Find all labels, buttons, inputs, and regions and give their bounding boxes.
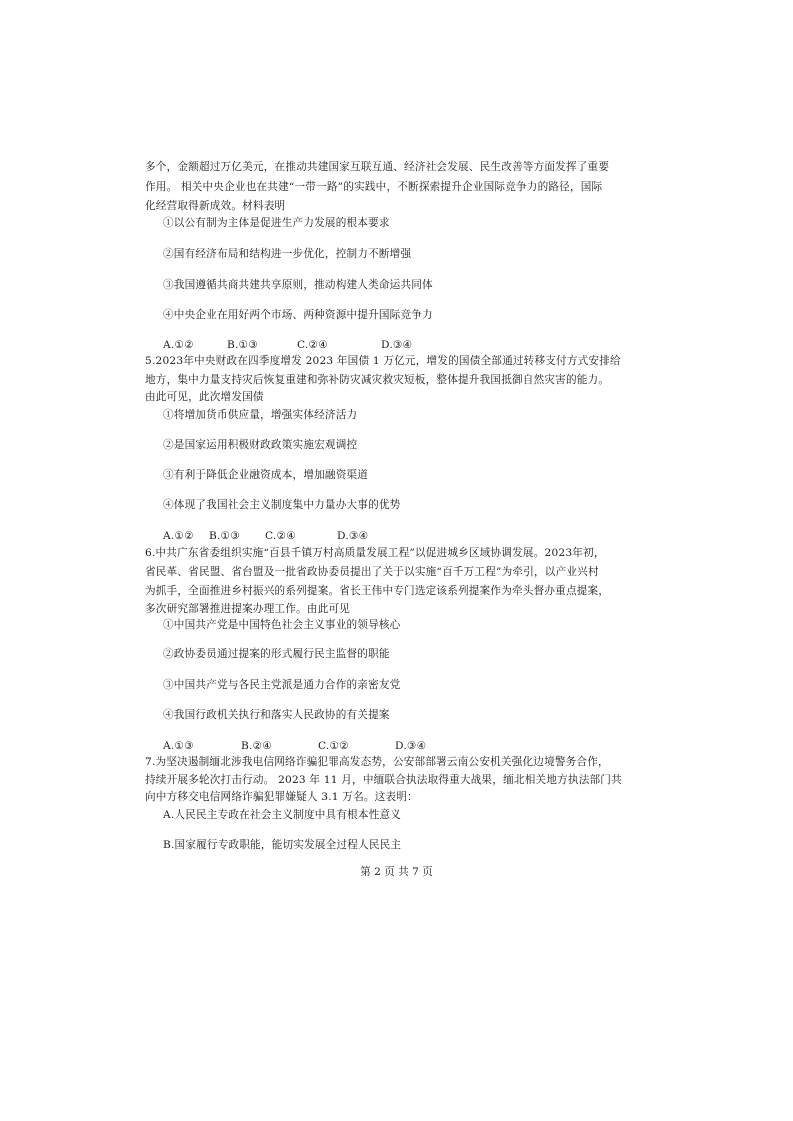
q7-stem-line-1: 7.为坚决遏制缅北涉我电信网络诈骗犯罪高发态势，公安部部署云南公安机关强化边境警务合作， bbox=[145, 756, 609, 768]
q6-option-1: ①中国共产党是中国特色社会主义事业的领导核心 bbox=[163, 619, 401, 631]
q5-choice-b[interactable]: B.①③ bbox=[209, 530, 240, 542]
q6-stem-line-3: 为抓手，全面推进乡村振兴的系列提案。省长王伟中专门选定该系列提案作为牵头督办重点提案， bbox=[145, 585, 610, 597]
q7-stem-line-3: 向中方移交电信网络诈骗犯罪嫌疑人 3.1 万名。这表明： bbox=[145, 791, 418, 803]
q5-option-4: ④体现了我国社会主义制度集中力量办大事的优势 bbox=[163, 499, 401, 511]
q4-choice-b[interactable]: B.①③ bbox=[227, 339, 258, 351]
q6-choices bbox=[163, 739, 426, 753]
page-footer bbox=[0, 864, 793, 879]
q6-choice-d[interactable]: D.③④ bbox=[395, 740, 427, 752]
q4-choice-c[interactable]: C.②④ bbox=[297, 339, 328, 351]
q4-option-3: ③我国遵循共商共建共享原则，推动构建人类命运共同体 bbox=[163, 279, 433, 291]
q4-stem-line-3: 化经营取得新成效。材料表明 bbox=[145, 200, 286, 212]
q4-option-4: ④中央企业在用好两个市场、两种资源中提升国际竞争力 bbox=[163, 309, 433, 321]
q6-stem-line-1: 6.中共广东省委组织实施“百县千镇万村高质量发展工程”以促进城乡区域协调发展。2023年初， bbox=[145, 547, 605, 559]
q7-option-b[interactable]: B.国家履行专政职能，能切实发展全过程人民民主 bbox=[163, 839, 402, 851]
q4-choice-a[interactable]: A.①② bbox=[163, 339, 194, 351]
page-number-label: 第 2 页 共 7 页 bbox=[360, 866, 433, 878]
q5-choices bbox=[163, 529, 368, 543]
q5-stem-line-3: 由此可见，此次增发国债 bbox=[145, 391, 264, 403]
q5-stem-line-1: 5.2023年中央财政在四季度增发 2023 年国债 1 万亿元，增发的国债全部通过转移支付方式安排给 bbox=[145, 355, 621, 367]
q5-choice-d[interactable]: D.③④ bbox=[337, 530, 369, 542]
q4-stem-line-2: 作用。 相关中央企业也在共建“一带一路”的实践中，不断探索提升企业国际竞争力的路径，国际 bbox=[145, 181, 603, 193]
q5-choice-a[interactable]: A.①② bbox=[163, 530, 194, 542]
q4-option-2: ②国有经济布局和结构进一步优化，控制力不断增强 bbox=[163, 248, 412, 260]
q4-option-1: ①以公有制为主体是促进生产力发展的根本要求 bbox=[163, 217, 390, 229]
q7-stem-line-2: 持续开展多轮次打击行动。 2023 年 11 月，中缅联合执法取得重大战果，缅北相关地方执法部门共 bbox=[145, 774, 622, 786]
q6-stem-line-4: 多次研究部署推进提案办理工作。由此可见 bbox=[145, 603, 351, 615]
q4-choices bbox=[163, 338, 412, 352]
q5-option-3: ③有利于降低企业融资成本，增加融资渠道 bbox=[163, 469, 369, 481]
q4-choice-d[interactable]: D.③④ bbox=[381, 339, 413, 351]
q6-option-2: ②政协委员通过提案的形式履行民主监督的职能 bbox=[163, 648, 390, 660]
q6-choice-c[interactable]: C.①② bbox=[318, 740, 349, 752]
q6-option-4: ④我国行政机关执行和落实人民政协的有关提案 bbox=[163, 709, 390, 721]
q5-option-1: ①将增加货币供应量，增强实体经济活力 bbox=[163, 409, 358, 421]
q5-stem-line-2: 地方，集中力量支持灾后恢复重建和弥补防灾减灾救灾短板，整体提升我国抵御自然灾害的能力。 bbox=[145, 374, 610, 386]
q7-option-a[interactable]: A.人民民主专政在社会主义制度中具有根本性意义 bbox=[163, 809, 402, 821]
q6-choice-b[interactable]: B.②④ bbox=[241, 740, 272, 752]
q4-stem-line-1: 多个，金额超过万亿美元，在推动共建国家互联互通、经济社会发展、民生改善等方面发挥了重要 bbox=[145, 161, 610, 173]
q5-option-2: ②是国家运用积极财政政策实施宏观调控 bbox=[163, 439, 358, 451]
q5-choice-c[interactable]: C.②④ bbox=[265, 530, 296, 542]
q6-option-3: ③中国共产党与各民主党派是通力合作的亲密友党 bbox=[163, 679, 401, 691]
q6-choice-a[interactable]: A.①③ bbox=[163, 740, 194, 752]
q6-stem-line-2: 省民革、省民盟、省台盟及一批省政协委员提出了关于以实施“百千万工程”为牵引，以产业兴村 bbox=[145, 566, 599, 578]
